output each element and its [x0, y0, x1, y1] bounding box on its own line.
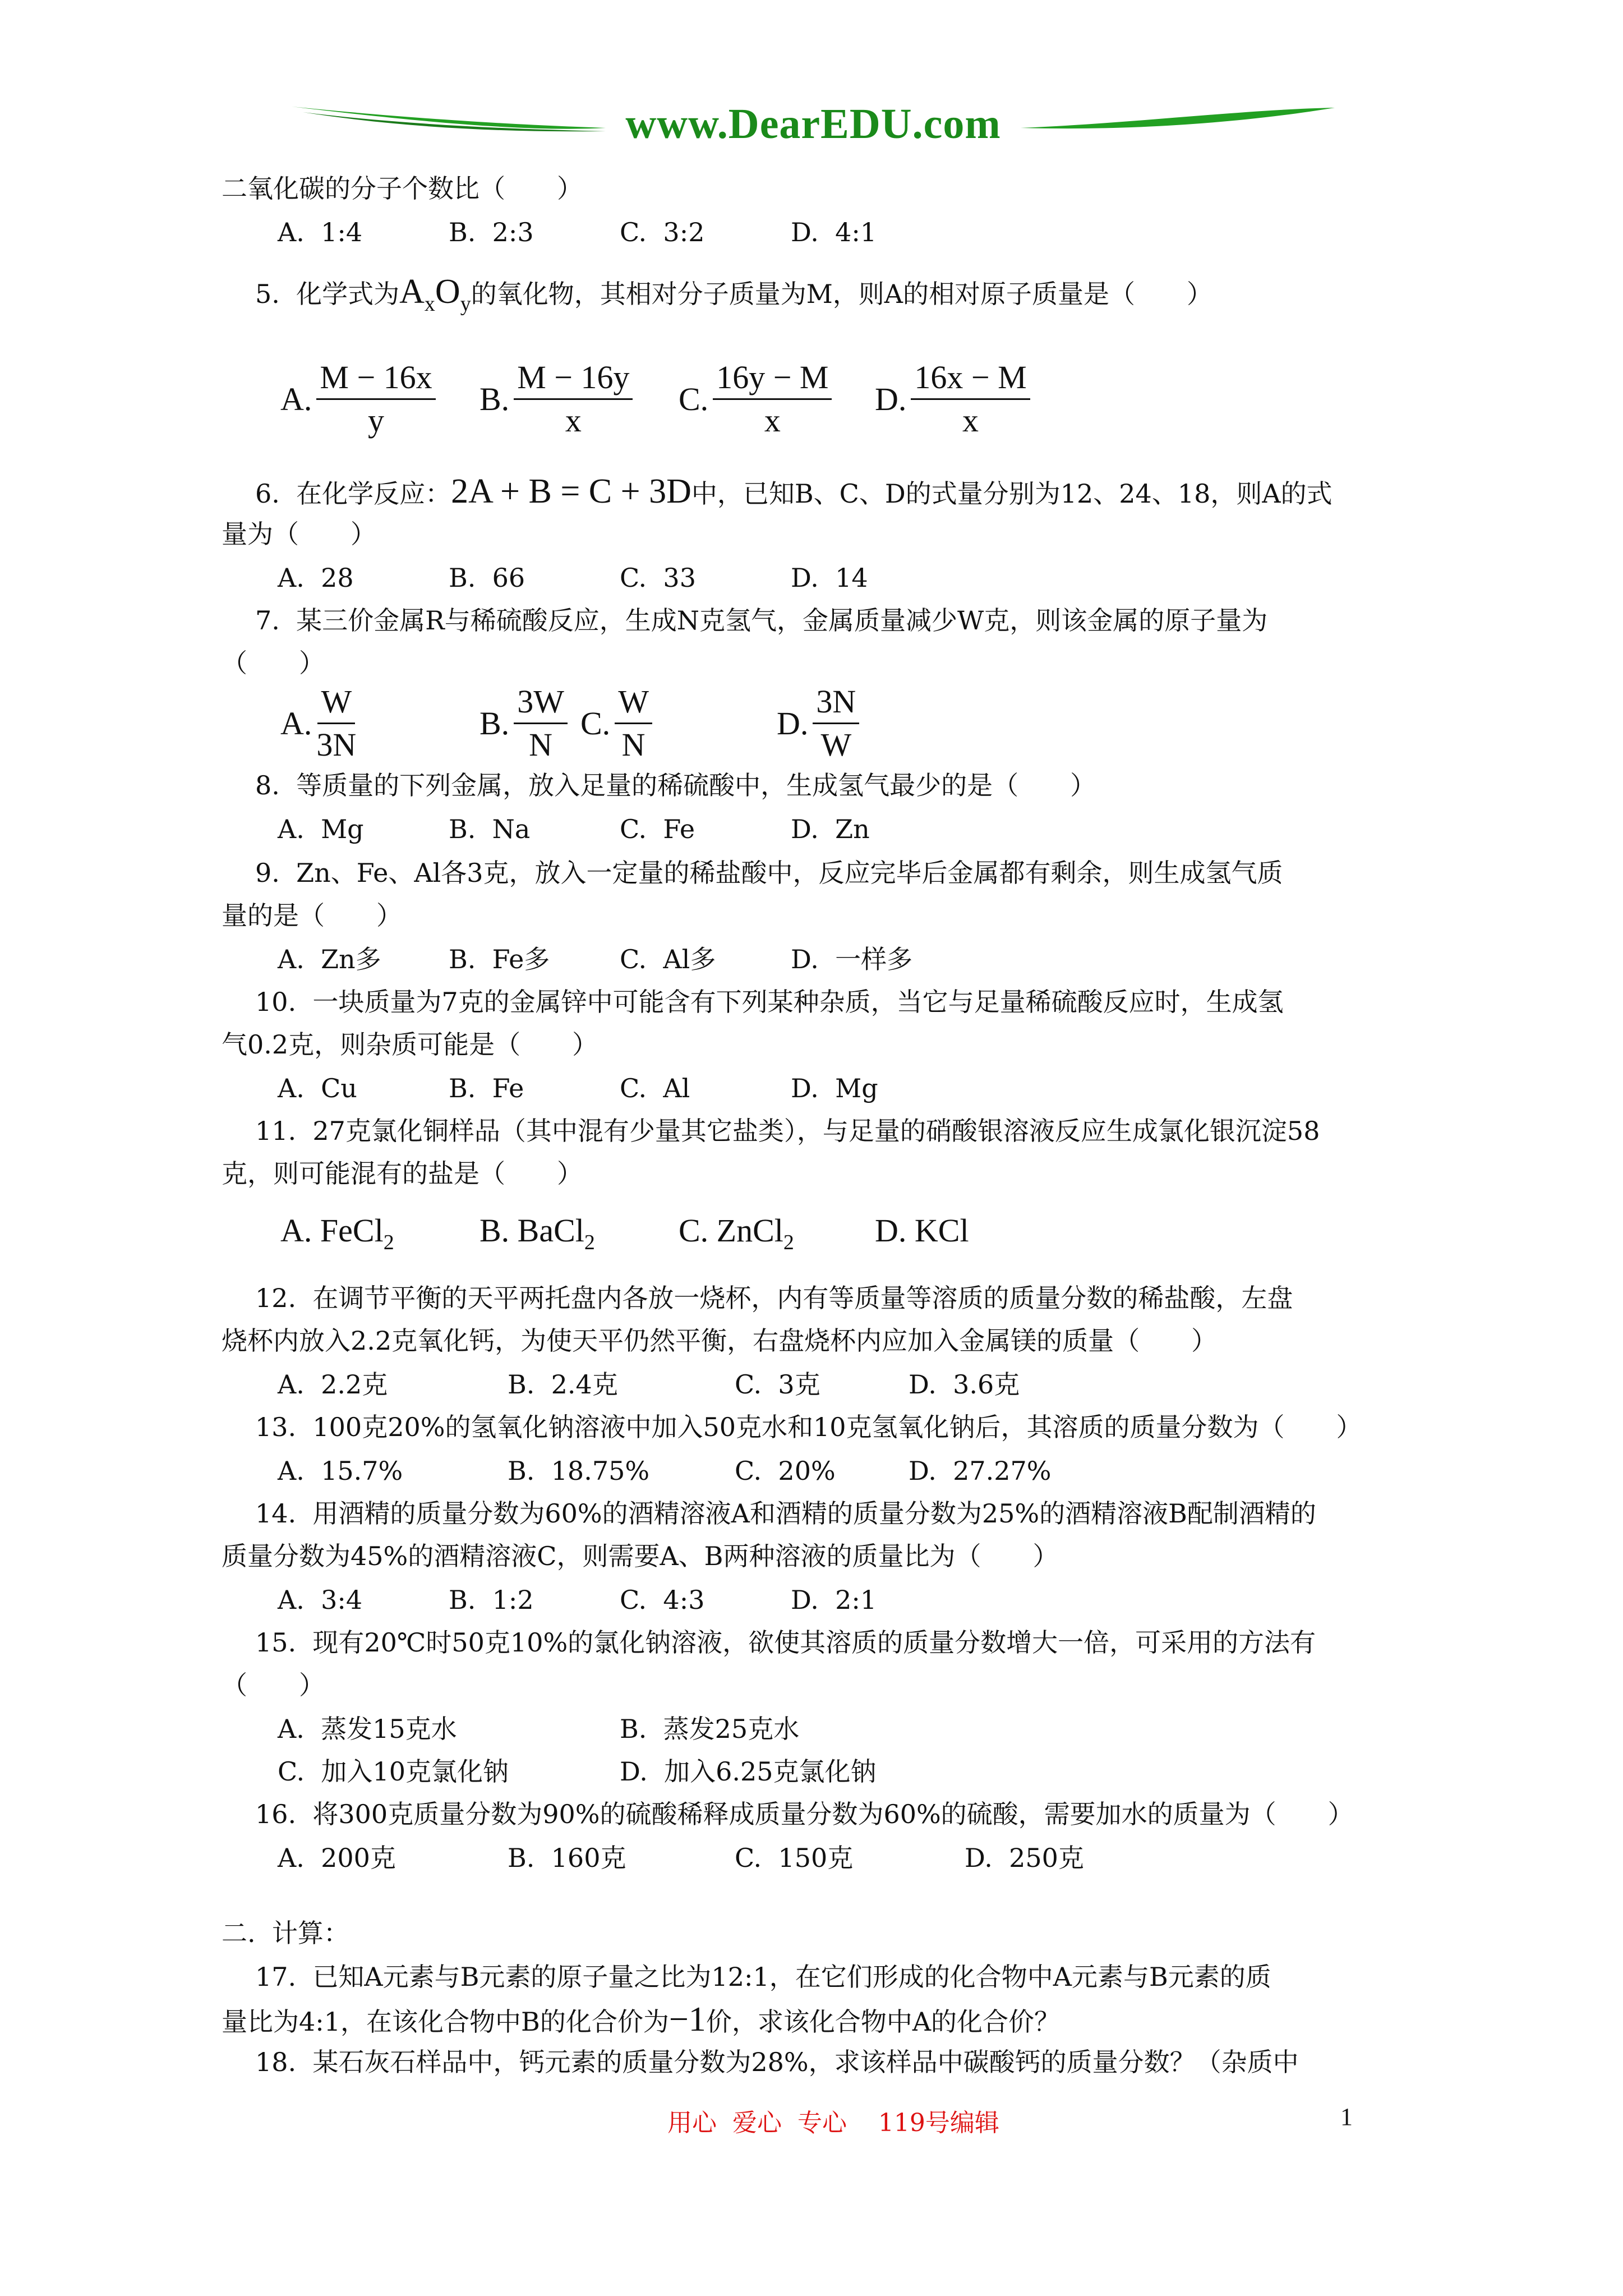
q6-option-a: A. 28: [278, 563, 354, 593]
q14-option-d: D. 2:1: [791, 1585, 877, 1615]
q11-option-b: B. BaCl$_2$: [479, 1212, 595, 1254]
q10-option-d: D. Mg: [791, 1073, 878, 1103]
q9-option-c: C. Al多: [620, 944, 716, 974]
q7-option-a: A. $\frac{W}{3N}$: [280, 683, 357, 763]
q12-line1: 12. 在调节平衡的天平两托盘内各放一烧杯，内有等质量等溶质的质量分数的稀盐酸，左盘: [255, 1283, 1293, 1313]
q5-option-a: A. $\frac{M - 16x}{y}$: [280, 358, 436, 440]
q9-line1: 9. Zn、Fe、Al各3克，放入一定量的稀盐酸中，反应完毕后金属都有剩余，则生成氢气质: [255, 858, 1283, 888]
q14-option-c: C. 4:3: [620, 1585, 705, 1615]
q13-line1: 13. 100克20%的氢氧化钠溶液中加入50克水和10克氢氧化钠后，其溶质的质量分数为（ ）: [255, 1412, 1362, 1442]
q9-option-a: A. Zn多: [278, 944, 381, 974]
q14-option-b: B. 1:2: [449, 1585, 534, 1615]
q8-option-b: B. Na: [449, 814, 531, 844]
q17-line1: 17. 已知A元素与B元素的原子量之比为12:1，在它们形成的化合物中A元素与B元素的质: [255, 1962, 1271, 1992]
q13-option-d: D. 27.27%: [909, 1456, 1052, 1486]
q4-option-c: C. 3:2: [620, 217, 705, 247]
site-header: [292, 84, 1335, 157]
q7-option-c: C. $\frac{W}{N}$: [580, 682, 652, 765]
q7-line2: （ ）: [222, 648, 325, 678]
q6-option-d: D. 14: [791, 563, 868, 593]
q12-option-a: A. 2.2克: [278, 1369, 388, 1400]
q12-line2: 烧杯内放入2.2克氧化钙，为使天平仍然平衡，右盘烧杯内应加入金属镁的质量（ ）: [222, 1326, 1218, 1356]
q11-option-a: A. FeCl$_2$: [280, 1212, 394, 1254]
q12-option-d: D. 3.6克: [909, 1369, 1020, 1400]
q6-option-b: B. 66: [449, 563, 525, 593]
q5-question: [255, 275, 1212, 321]
q14-line2: 质量分数为45%的酒精溶液C，则需要A、B两种溶液的质量比为（ ）: [222, 1541, 1059, 1571]
q9-option-d: D. 一样多: [791, 944, 913, 974]
q5-formula: $A_xO_y$: [399, 273, 471, 316]
section-2-title: 二. 计算：: [222, 1918, 349, 1948]
q17-line2: 量比为4:1，在该化合物中B的化合价为−1价，求该化合物中A的化合价？: [222, 2000, 1061, 2039]
q12-option-b: B. 2.4克: [508, 1369, 618, 1400]
q16-option-a: A. 200克: [278, 1843, 396, 1873]
q16-line1: 16. 将300克质量分数为90%的硫酸稀释成质量分数为60%的硫酸，需要加水的质量为（ ）: [255, 1799, 1354, 1829]
q7-option-d: D. $\frac{3N}{W}$: [777, 682, 859, 765]
q16-option-b: B. 160克: [508, 1843, 626, 1873]
q5-option-c: C. $\frac{16y - M}{x}$: [679, 358, 832, 440]
q11-option-d: D. KCl: [875, 1212, 969, 1249]
q5-option-b: B. $\frac{M - 16y}{x}$: [479, 358, 633, 440]
q10-line2: 气0.2克，则杂质可能是（ ）: [222, 1029, 598, 1060]
q8-question: 8. 等质量的下列金属，放入足量的稀硫酸中，生成氢气最少的是（ ）: [255, 770, 1096, 800]
q8-option-c: C. Fe: [620, 814, 695, 844]
q11-line1: 11. 27克氯化铜样品（其中混有少量其它盐类），与足量的硝酸银溶液反应生成氯化银沉淀58: [255, 1116, 1320, 1146]
q10-option-b: B. Fe: [449, 1073, 524, 1103]
q15-line1: 15. 现有20℃时50克10%的氯化钠溶液，欲使其溶质的质量分数增大一倍，可采用的方法有: [255, 1627, 1316, 1658]
q4-option-b: B. 2:3: [449, 217, 534, 247]
q8-option-a: A. Mg: [278, 814, 364, 844]
q11-line2: 克，则可能混有的盐是（ ）: [222, 1158, 583, 1189]
q13-option-a: A. 15.7%: [278, 1456, 403, 1486]
q17-valence: −1: [668, 2000, 706, 2039]
q7-option-b: B. $\frac{3W}{N}$: [479, 682, 568, 765]
q6-option-c: C. 33: [620, 563, 696, 593]
q5-option-d: D. $\frac{16x - M}{x}$: [875, 358, 1030, 440]
q14-line1: 14. 用酒精的质量分数为60%的酒精溶液A和酒精的质量分数为25%的酒精溶液B配制酒精的: [255, 1498, 1316, 1529]
q15-option-b: B. 蒸发25克水: [620, 1714, 800, 1744]
q15-line2: （ ）: [222, 1670, 325, 1700]
q4-text: 二氧化碳的分子个数比（ ）: [222, 173, 583, 204]
q9-option-b: B. Fe多: [449, 944, 550, 974]
q16-option-c: C. 150克: [735, 1843, 854, 1873]
q15-option-d: D. 加入6.25克氯化钠: [620, 1756, 877, 1787]
q10-line1: 10. 一块质量为7克的金属锌中可能含有下列某种杂质，当它与足量稀硫酸反应时，生成氢: [255, 987, 1284, 1017]
q6-line2: 量为（ ）: [222, 519, 376, 549]
q4-option-a: A. 1:4: [278, 217, 363, 247]
q16-option-d: D. 250克: [965, 1843, 1084, 1873]
q10-option-a: A. Cu: [278, 1073, 357, 1103]
q15-option-c: C. 加入10克氯化钠: [278, 1756, 509, 1787]
q12-option-c: C. 3克: [735, 1369, 820, 1400]
q14-option-a: A. 3:4: [278, 1585, 363, 1615]
q7-line1: 7. 某三价金属R与稀硫酸反应，生成N克氢气，金属质量减少W克，则该金属的原子量为: [255, 605, 1268, 636]
q11-option-c: C. ZnCl$_2$: [679, 1212, 794, 1254]
q18-line1: 18. 某石灰石样品中，钙元素的质量分数为28%，求该样品中碳酸钙的质量分数？（杂质中: [255, 2047, 1299, 2077]
page-number: 1: [1340, 2103, 1353, 2131]
q6-question: 6. 在化学反应：2A + B = C + 3D中，已知B、C、D的式量分别为12、24、18，则A的式: [255, 472, 1332, 510]
q4-option-d: D. 4:1: [791, 217, 877, 247]
footer-note: 用心 爱心 专心 119号编辑: [667, 2109, 999, 2137]
q10-option-c: C. Al: [620, 1073, 690, 1103]
q9-line2: 量的是（ ）: [222, 900, 402, 931]
q8-option-d: D. Zn: [791, 814, 870, 844]
q15-option-a: A. 蒸发15克水: [278, 1714, 457, 1744]
q13-option-c: C. 20%: [735, 1456, 836, 1486]
q5-suffix: 的氧化物，其相对分子质量为M，则A的相对原子质量是（ ）: [471, 279, 1213, 309]
q6-equation: 2A + B = C + 3D: [451, 472, 691, 510]
q5-prefix: 5. 化学式为: [255, 279, 400, 309]
q13-option-b: B. 18.75%: [508, 1456, 650, 1486]
site-logo[interactable]: www.DearEDU.com: [625, 100, 1001, 148]
